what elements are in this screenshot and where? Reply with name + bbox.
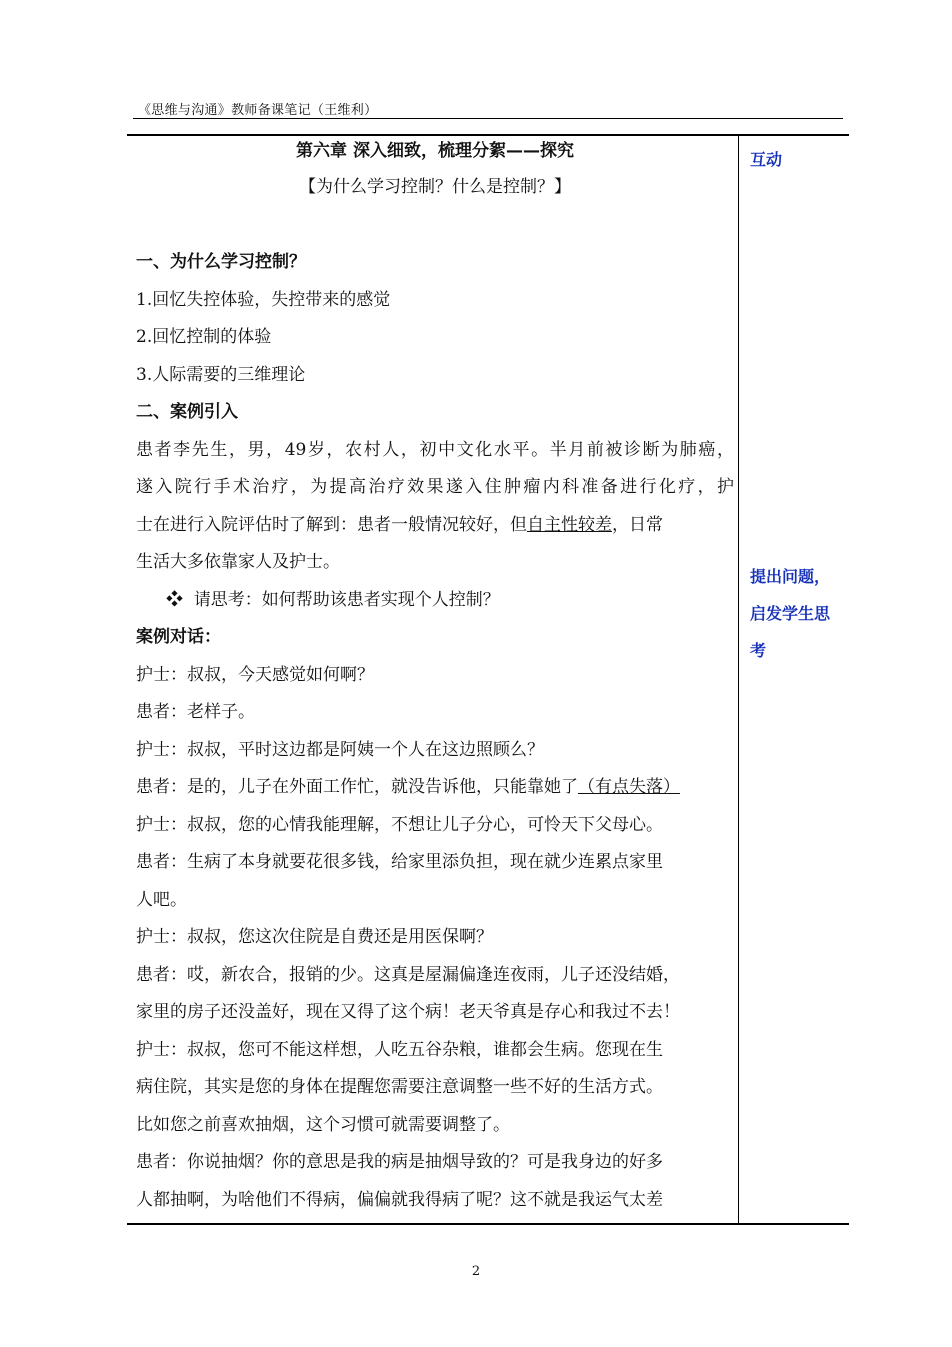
section2-heading: 二、案例引入 <box>136 402 238 422</box>
dialog-heading: 案例对话： <box>136 627 221 647</box>
side-note-line: 启发学生思 <box>750 604 831 623</box>
section1-heading: 一、为什么学习控制？ <box>136 252 306 272</box>
page-number: 2 <box>471 1264 481 1279</box>
case-text: 士在进行入院评估时了解到：患者一般情况较好，但 <box>136 514 527 535</box>
list-item: 2.回忆控制的体验 <box>136 327 272 347</box>
dialog-line: 患者：哎，新农合，报销的少。这真是屋漏偏逢连夜雨，儿子还没结婚， <box>136 964 680 985</box>
main-content-cell <box>136 136 734 1219</box>
lesson-subtitle: 【为什么学习控制？什么是控制？】 <box>299 177 571 197</box>
dialog-line: 护士：叔叔，您的心情我能理解，不想让儿子分心，可怜天下父母心。 <box>136 814 663 835</box>
dialog-line: 人都抽啊，为啥他们不得病，偏偏就我得病了呢？这不就是我运气太差 <box>136 1189 663 1210</box>
table-bottom-border <box>127 1223 849 1225</box>
list-item: 1.回忆失控体验，失控带来的感觉 <box>136 289 391 310</box>
underlined-phrase: 自主性较差 <box>527 514 612 535</box>
bullet-icon: ❖ <box>166 589 183 610</box>
list-item: 3.人际需要的三维理论 <box>136 364 306 385</box>
blank-line <box>136 206 734 244</box>
dialog-line: 家里的房子还没盖好，现在又得了这个病！老天爷真是存心和我过不去！ <box>136 1002 680 1022</box>
case-line: 生活大多依靠家人及护士。 <box>136 552 340 572</box>
header-rule <box>133 118 843 119</box>
case-line: 遂入院行手术治疗，为提高治疗效果遂入住肿瘤内科准备进行化疗，护 <box>136 477 734 497</box>
dialog-line: 护士：叔叔，您可不能这样想，人吃五谷杂粮，谁都会生病。您现在生 <box>136 1039 663 1060</box>
dialog-line <box>136 769 734 807</box>
side-note-interaction: 互动 <box>750 150 783 169</box>
column-divider <box>738 135 739 1223</box>
underlined-phrase: （有点失落） <box>578 777 680 797</box>
document-header: 《思维与沟通》教师备课笔记（王维利） <box>138 103 378 118</box>
dialog-text: 患者：是的，儿子在外面工作忙，就没告诉他，只能靠她了 <box>136 777 578 797</box>
dialog-line: 患者：生病了本身就要花很多钱，给家里添负担，现在就少连累点家里 <box>136 852 663 872</box>
dialog-line: 护士：叔叔，平时这边都是阿姨一个人在这边照顾么？ <box>136 739 544 760</box>
question-text: 请思考：如何帮助该患者实现个人控制？ <box>193 589 500 610</box>
case-line: 患者李先生，男，49岁，农村人，初中文化水平。半月前被诊断为肺癌， <box>136 439 734 460</box>
side-note-questions <box>750 558 845 669</box>
case-line <box>136 507 734 545</box>
dialog-line: 患者：老样子。 <box>136 702 255 722</box>
chapter-title: 第六章 深入细致，梳理分絮——探究 <box>296 141 574 161</box>
dialog-line: 病住院，其实是您的身体在提醒您需要注意调整一些不好的生活方式。 <box>136 1077 663 1097</box>
dialog-line: 比如您之前喜欢抽烟，这个习惯可就需要调整了。 <box>136 1114 510 1135</box>
dialog-line: 患者：你说抽烟？你的意思是我的病是抽烟导致的？可是我身边的好多 <box>136 1152 663 1172</box>
dialog-line: 护士：叔叔，今天感觉如何啊？ <box>136 664 374 685</box>
dialog-line: 护士：叔叔，您这次住院是自费还是用医保啊？ <box>136 927 493 947</box>
side-note-line: 考 <box>750 641 767 660</box>
question-line <box>136 582 734 620</box>
case-text: ，日常 <box>612 514 663 535</box>
side-note-line: 提出问题， <box>750 567 831 586</box>
dialog-line: 人吧。 <box>136 889 187 910</box>
